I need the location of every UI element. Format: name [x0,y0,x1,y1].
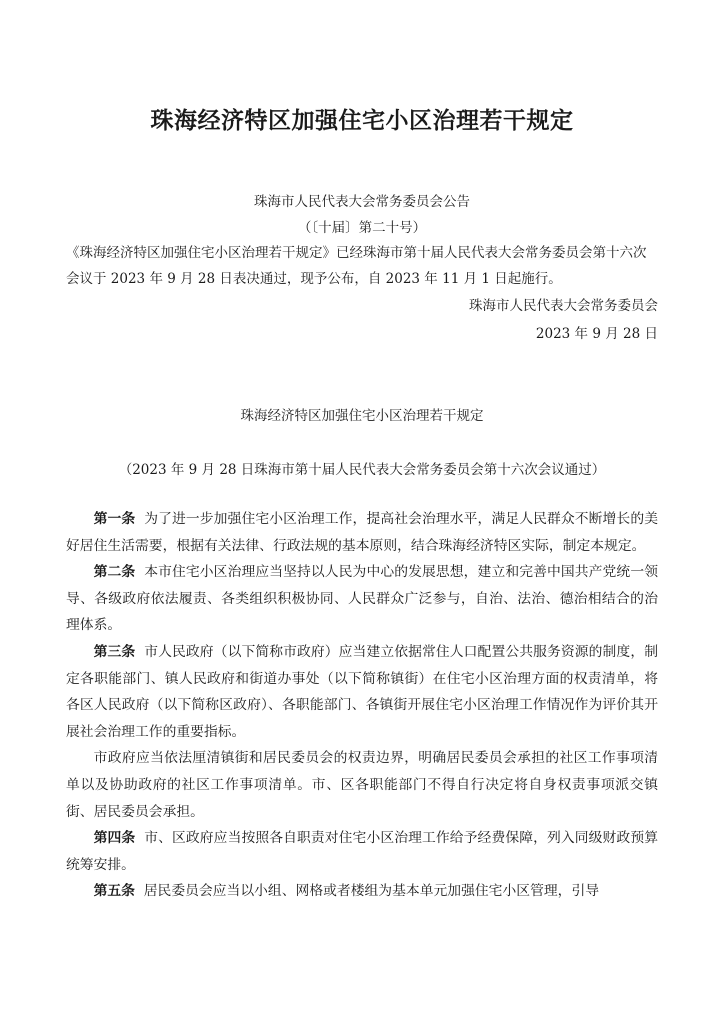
article-text: 市政府应当依法厘清镇街和居民委员会的权责边界，明确居民委员会承担的社区工作事项清单以及协助政府的社区工作事项清单。市、区各职能部门不得自行决定将自身权责事项派交镇街、居民委员会承担。 [66,750,658,820]
article-label: 第二条 [93,564,136,581]
article-text: 为了进一步加强住宅小区治理工作，提高社会治理水平，满足人民群众不断增长的美好居住生活需要，根据有关法律、行政法规的基本原则，结合珠海经济特区实际，制定本规定。 [66,511,659,554]
articles [66,506,658,905]
announcement-issuer: 珠海市人民代表大会常务委员会公告 [254,194,470,210]
article-paragraph [66,559,658,639]
article-paragraph [66,825,658,878]
article-label: 第五条 [93,883,135,900]
article-paragraph [66,878,658,905]
announcement-number: （〔十届〕第二十号） [297,220,427,236]
announcement-date: 2023 年 9 月 28 日 [535,326,658,342]
adoption-note: （2023 年 9 月 28 日珠海市第十届人民代表大会常务委员会第十六次会议通过） [118,462,606,478]
document-title: 珠海经济特区加强住宅小区治理若干规定 [150,108,574,134]
article-text: 居民委员会应当以小组、网格或者楼组为基本单元加强住宅小区管理，引导 [143,883,600,900]
article-label: 第一条 [93,511,136,527]
article-text: 市、区政府应当按照各自职责对住宅小区治理工作给予经费保障，列入同级财政预算统筹安排。 [66,830,659,873]
article-paragraph [66,506,658,559]
announcement-text: 《珠海经济特区加强住宅小区治理若干规定》已经珠海市第十届人民代表大会常务委员会第十六次会议于 2023 年 9 月 28 日表决通过，现予公布，自 2023 年 11 月 1 日起施行。 [66,245,647,287]
article-label: 第三条 [93,643,136,660]
announcement-signature: 珠海市人民代表大会常务委员会 [469,298,658,314]
article-label: 第四条 [93,830,136,847]
article-text: 市人民政府（以下简称市政府）应当建立依据常住人口配置公共服务资源的制度，制定各职能部门、镇人民政府和街道办事处（以下简称镇街）在住宅小区治理方面的权责清单，将各区人民政府（以下简称区政府）、各职能部门、各镇街开展住宅小区治理工作情况作为评价其开展社会治理工作的重要指标。 [66,643,659,740]
regulation-subtitle: 珠海经济特区加强住宅小区治理若干规定 [240,408,484,424]
article-text: 本市住宅小区治理应当坚持以人民为中心的发展思想，建立和完善中国共产党统一领导、各级政府依法履责、各类组织积极协同、人民群众广泛参与，自治、法治、德治相结合的治理体系。 [66,564,659,634]
article-paragraph [66,639,658,745]
article-paragraph [66,745,658,825]
